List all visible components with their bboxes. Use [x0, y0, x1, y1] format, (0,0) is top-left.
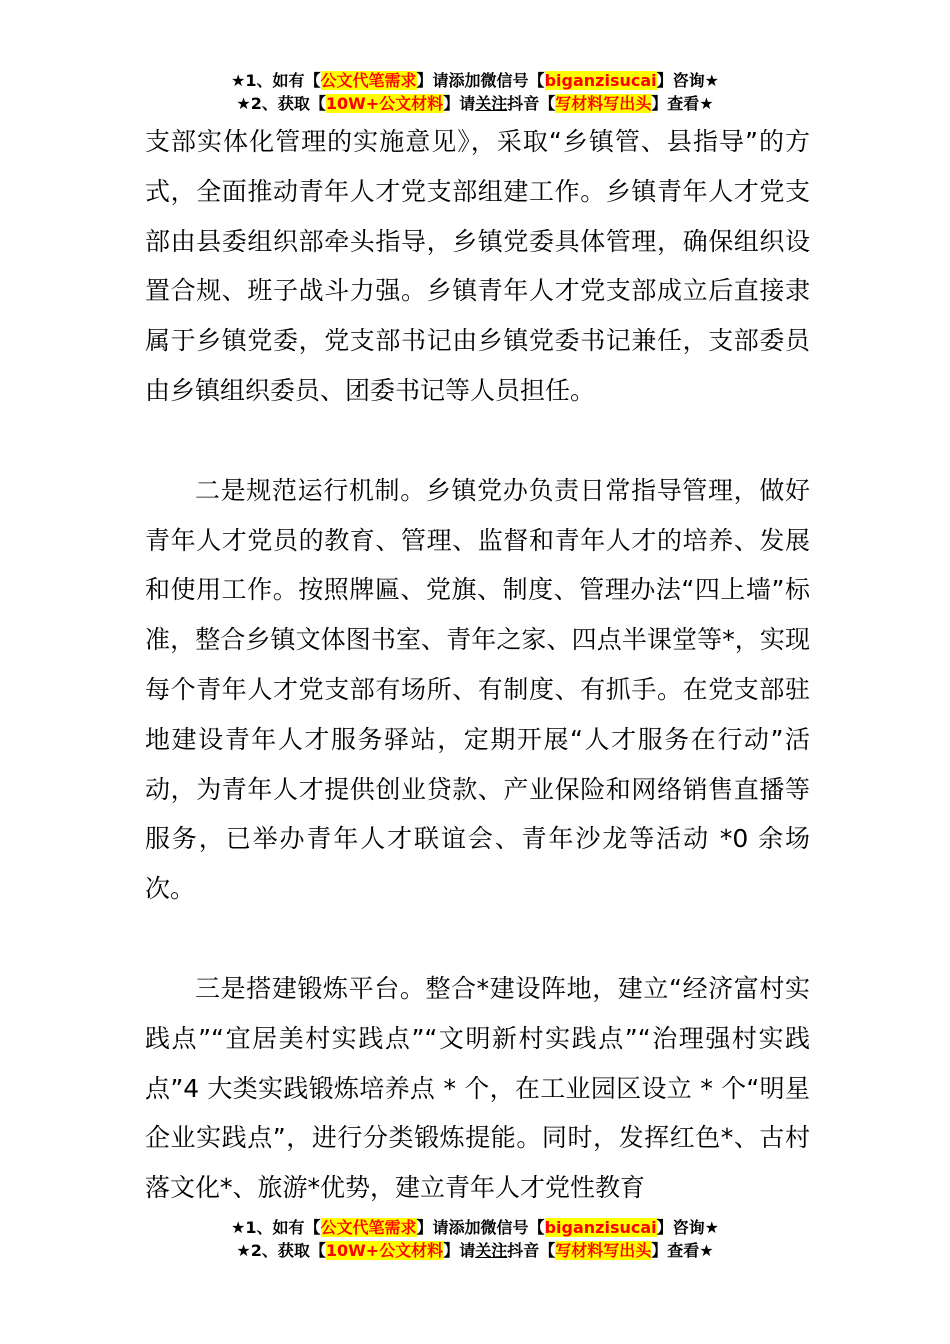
highlight-service: 公文代笔需求	[320, 71, 417, 90]
promo-line-1: ★1、如有【公文代笔需求】请添加微信号【biganzisucai】咨询★	[231, 71, 719, 90]
promo-line-2: ★2、获取【10W+公文材料】请关注抖音【写材料写出头】查看★	[236, 1241, 714, 1260]
highlight-materials: 10W+公文材料	[325, 94, 444, 113]
paragraph-3: 三是搭建锻炼平台。整合*建设阵地，建立“经济富村实践点”“宜居美村实践点”“文明新村实践点”“治理强村实践点”4 大类实践锻炼培养点 * 个，在工业园区设立 * 个“明星企业实践点”，进行分类锻炼提能。同时，发挥红色*、古村落文化*、旅游*优势，建立青年人才党性教育	[145, 973, 810, 1203]
paragraph-1: 支部实体化管理的实施意见》，采取“乡镇管、县指导”的方式，全面推动青年人才党支部组建工作。乡镇青年人才党支部由县委组织部牵头指导，乡镇党委具体管理，确保组织设置合规、班子战斗力强。乡镇青年人才党支部成立后直接隶属于乡镇党委，党支部书记由乡镇党委书记兼任，支部委员由乡镇组织委员、团委书记等人员担任。	[145, 127, 810, 405]
highlight-douyin-name: 写材料写出头	[555, 1241, 652, 1260]
document-body	[145, 117, 810, 1213]
emphasis-follow: 关注	[475, 94, 508, 113]
promo-banner-top	[0, 69, 950, 115]
highlight-service: 公文代笔需求	[320, 1218, 417, 1237]
emphasis-follow: 关注	[475, 1241, 508, 1260]
highlight-wechat-id: biganzisucai	[544, 1218, 657, 1237]
emphasis-add: 添加	[448, 1218, 481, 1237]
emphasis-add: 添加	[448, 71, 481, 90]
promo-line-2: ★2、获取【10W+公文材料】请关注抖音【写材料写出头】查看★	[236, 94, 714, 113]
highlight-douyin-name: 写材料写出头	[555, 94, 652, 113]
paragraph-2: 二是规范运行机制。乡镇党办负责日常指导管理，做好青年人才党员的教育、管理、监督和青年人才的培养、发展和使用工作。按照牌匾、党旗、制度、管理办法“四上墙”标准，整合乡镇文体图书室、青年之家、四点半课堂等*，实现每个青年人才党支部有场所、有制度、有抓手。在党支部驻地建设青年人才服务驿站，定期开展“人才服务在行动”活动，为青年人才提供创业贷款、产业保险和网络销售直播等服务，已举办青年人才联谊会、青年沙龙等活动 *0 余场次。	[145, 475, 810, 904]
promo-line-1: ★1、如有【公文代笔需求】请添加微信号【biganzisucai】咨询★	[231, 1218, 719, 1237]
promo-banner-bottom	[0, 1216, 950, 1262]
highlight-wechat-id: biganzisucai	[544, 71, 657, 90]
highlight-materials: 10W+公文材料	[325, 1241, 444, 1260]
